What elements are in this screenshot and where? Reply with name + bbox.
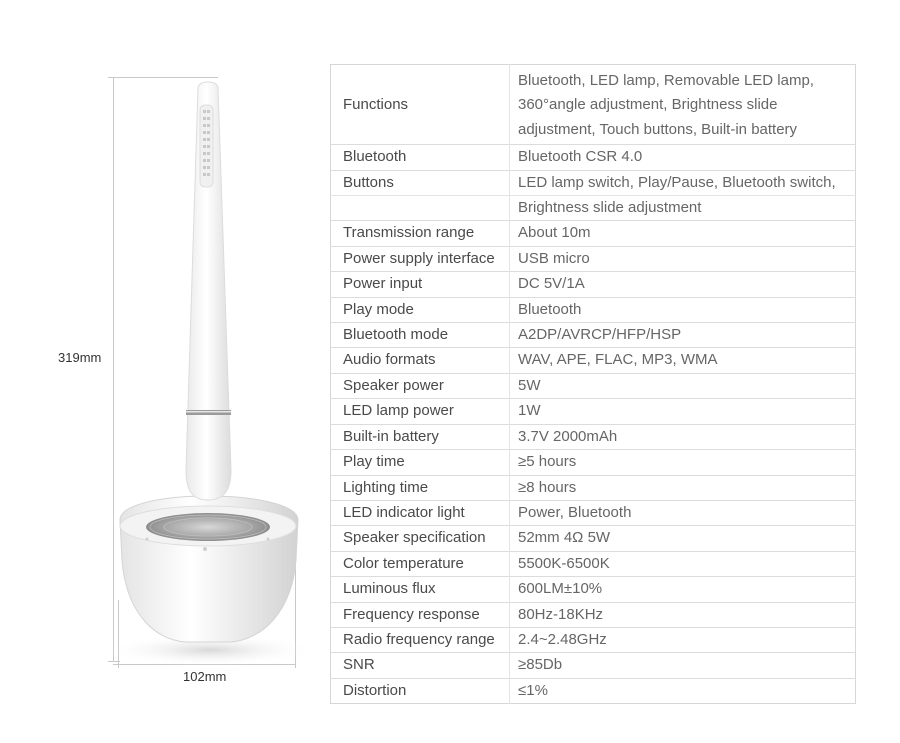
spec-row: [331, 627, 856, 652]
specification-table: [330, 64, 856, 704]
spec-row: [331, 653, 856, 678]
spec-row: [331, 475, 856, 500]
width-label: 102mm: [183, 669, 227, 684]
spec-value: ≤1%: [510, 678, 856, 703]
spec-row: [331, 450, 856, 475]
desk-lamp-speaker-icon: [0, 0, 320, 743]
spec-value: 52mm 4Ω 5W: [510, 526, 856, 551]
spec-row: [331, 526, 856, 551]
spec-label: Distortion: [331, 678, 510, 703]
spec-row: [331, 323, 856, 348]
spec-value: USB micro: [510, 246, 856, 271]
spec-row: [331, 577, 856, 602]
spec-value: 80Hz-18KHz: [510, 602, 856, 627]
spec-value: ≥8 hours: [510, 475, 856, 500]
spec-row: [331, 424, 856, 449]
spec-label: Play time: [331, 450, 510, 475]
spec-label: Bluetooth mode: [331, 323, 510, 348]
spec-row: [331, 65, 856, 145]
spec-value: 600LM±10%: [510, 577, 856, 602]
spec-row: [331, 348, 856, 373]
spec-value: Power, Bluetooth: [510, 500, 856, 525]
spec-value: DC 5V/1A: [510, 272, 856, 297]
spec-label: SNR: [331, 653, 510, 678]
spec-row: [331, 602, 856, 627]
spec-row: [331, 196, 856, 221]
spec-row: [331, 399, 856, 424]
spec-label: Radio frequency range: [331, 627, 510, 652]
spec-value: Bluetooth: [510, 297, 856, 322]
spec-label: LED lamp power: [331, 399, 510, 424]
spec-label: Audio formats: [331, 348, 510, 373]
spec-label: Frequency response: [331, 602, 510, 627]
spec-value: About 10m: [510, 221, 856, 246]
spec-value: WAV, APE, FLAC, MP3, WMA: [510, 348, 856, 373]
spec-label: Power input: [331, 272, 510, 297]
spec-row: [331, 551, 856, 576]
spec-value: 1W: [510, 399, 856, 424]
spec-value: 3.7V 2000mAh: [510, 424, 856, 449]
spec-value: 5500K-6500K: [510, 551, 856, 576]
spec-value: ≥5 hours: [510, 450, 856, 475]
spec-label: Color temperature: [331, 551, 510, 576]
spec-row: [331, 500, 856, 525]
spec-label: Functions: [343, 96, 409, 114]
spec-row: [331, 272, 856, 297]
spec-label: Lighting time: [331, 475, 510, 500]
spec-row: [331, 246, 856, 271]
spec-label: Built-in battery: [331, 424, 510, 449]
spec-label: Buttons: [331, 170, 510, 195]
spec-label: [331, 196, 510, 221]
spec-value: A2DP/AVRCP/HFP/HSP: [510, 323, 856, 348]
spec-value: 2.4~2.48GHz: [510, 627, 856, 652]
spec-value: Brightness slide adjustment: [510, 196, 856, 221]
product-illustration: [0, 0, 320, 743]
spec-value: ≥85Db: [510, 653, 856, 678]
spec-value: Bluetooth, LED lamp, Removable LED lamp, 360°angle adjustment, Brightness slide adjustment, Touch buttons, Built-in battery: [510, 65, 856, 145]
spec-label: Speaker power: [331, 373, 510, 398]
spec-label: Speaker specification: [331, 526, 510, 551]
spec-label: Bluetooth: [331, 145, 510, 170]
height-label: 319mm: [58, 350, 102, 365]
spec-row: [331, 145, 856, 170]
spec-row: [331, 170, 856, 195]
spec-row: [331, 297, 856, 322]
spec-row: [331, 678, 856, 703]
spec-label: LED indicator light: [331, 500, 510, 525]
spec-label: Play mode: [331, 297, 510, 322]
spec-value: Bluetooth CSR 4.0: [510, 145, 856, 170]
spec-label: Transmission range: [331, 221, 510, 246]
spec-value: LED lamp switch, Play/Pause, Bluetooth switch,: [510, 170, 856, 195]
spec-row: [331, 373, 856, 398]
spec-value: 5W: [510, 373, 856, 398]
spec-row: [331, 221, 856, 246]
spec-label: Power supply interface: [331, 246, 510, 271]
spec-label: Luminous flux: [331, 577, 510, 602]
